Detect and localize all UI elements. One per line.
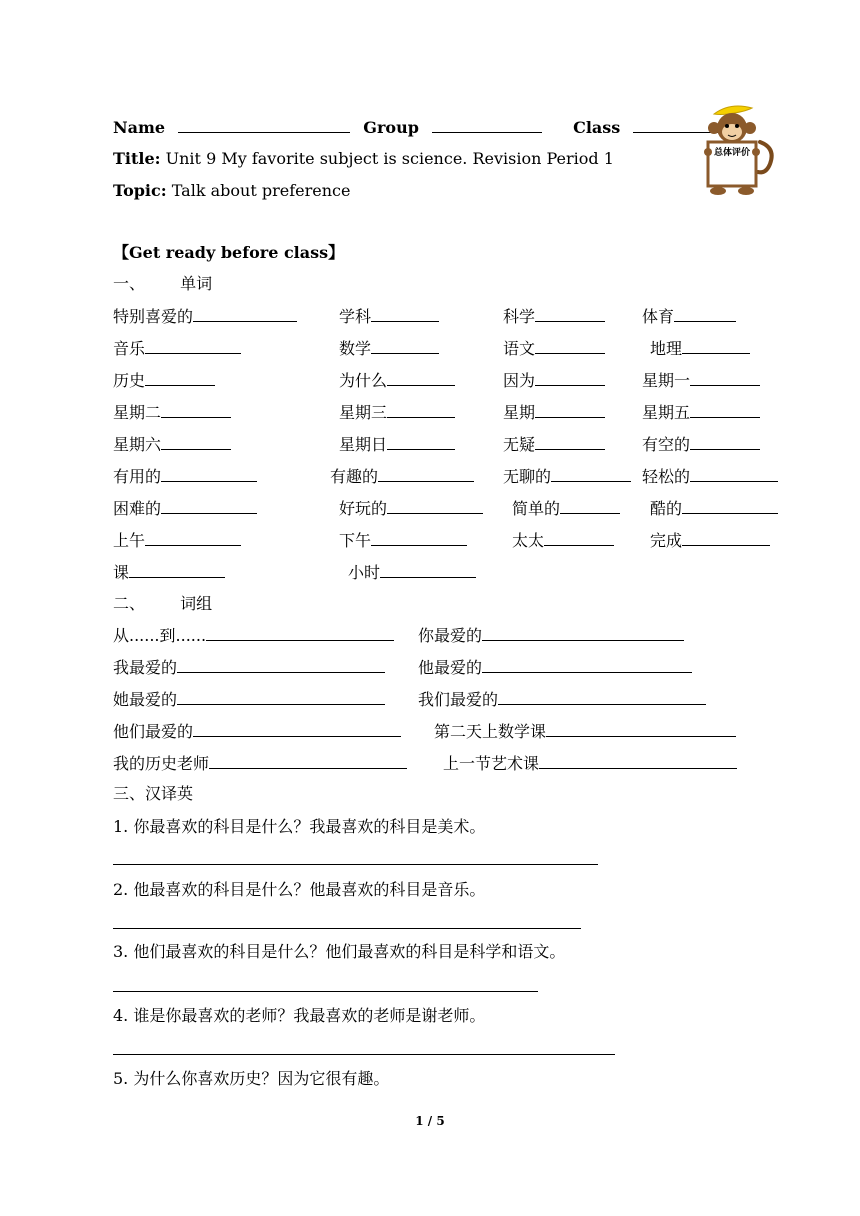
- translation-question: 4. 谁是你最喜欢的老师？我最喜欢的老师是谢老师。: [113, 1006, 486, 1025]
- vocab-blank[interactable]: [387, 497, 483, 514]
- vocab-blank[interactable]: [690, 401, 760, 418]
- vocab-blank[interactable]: [535, 401, 605, 418]
- vocab-item: 困难的: [113, 497, 257, 520]
- topic-label: Topic:: [113, 181, 167, 200]
- badge-text: 总体评价: [713, 148, 751, 158]
- phrase-blank[interactable]: [177, 688, 385, 705]
- vocab-blank[interactable]: [371, 529, 467, 546]
- vocab-blank[interactable]: [161, 433, 231, 450]
- vocab-blank[interactable]: [535, 305, 605, 322]
- vocab-blank[interactable]: [387, 433, 455, 450]
- vocab-blank[interactable]: [551, 465, 631, 482]
- topic-row: [113, 180, 350, 202]
- vocab-item: 星期一: [642, 369, 760, 392]
- vocab-blank[interactable]: [380, 561, 476, 578]
- phrase-item: 他们最爱的: [113, 720, 401, 743]
- vocab-blank[interactable]: [387, 369, 455, 386]
- vocab-blank[interactable]: [690, 465, 778, 482]
- group-label: Group: [363, 118, 419, 137]
- part1-heading: [113, 273, 212, 295]
- vocab-blank[interactable]: [560, 497, 620, 514]
- vocab-blank[interactable]: [193, 305, 297, 322]
- vocab-blank[interactable]: [387, 401, 455, 418]
- phrase-blank[interactable]: [177, 656, 385, 673]
- vocab-blank[interactable]: [161, 465, 257, 482]
- vocab-blank[interactable]: [145, 529, 241, 546]
- monkey-evaluation-icon: [700, 102, 776, 198]
- vocab-item: 无聊的: [503, 465, 631, 488]
- vocab-blank[interactable]: [682, 497, 778, 514]
- phrase-blank[interactable]: [206, 624, 394, 641]
- vocab-item: 星期五: [642, 401, 760, 424]
- part1-heading-num: 一、: [113, 274, 146, 293]
- vocab-blank[interactable]: [371, 337, 439, 354]
- vocab-blank[interactable]: [690, 433, 760, 450]
- name-field[interactable]: [178, 116, 350, 133]
- phrase-blank[interactable]: [498, 688, 706, 705]
- vocab-item: 无疑: [503, 433, 605, 456]
- vocab-blank[interactable]: [535, 433, 605, 450]
- phrase-item: 上一节艺术课: [443, 752, 737, 775]
- vocab-item: 星期二: [113, 401, 231, 424]
- part2-heading: [113, 593, 212, 615]
- part2-heading-text: 词组: [180, 594, 213, 613]
- vocab-item: 简单的: [512, 497, 620, 520]
- vocab-blank[interactable]: [145, 337, 241, 354]
- vocab-blank[interactable]: [371, 305, 439, 322]
- vocab-blank[interactable]: [378, 465, 474, 482]
- vocab-item: 轻松的: [642, 465, 778, 488]
- answer-line[interactable]: [113, 928, 581, 929]
- vocab-item: 星期: [503, 401, 605, 424]
- vocab-item: 语文: [503, 337, 605, 360]
- vocab-item: 学科: [339, 305, 439, 328]
- title-label: Title:: [113, 149, 161, 168]
- vocab-item: 体育: [642, 305, 736, 328]
- vocab-item: 星期三: [339, 401, 455, 424]
- vocab-item: 好玩的: [339, 497, 483, 520]
- phrase-item: 我的历史老师: [113, 752, 407, 775]
- vocab-blank[interactable]: [145, 369, 215, 386]
- phrase-blank[interactable]: [539, 752, 737, 769]
- answer-line[interactable]: [113, 864, 598, 865]
- section-heading: 【Get ready before class】: [113, 243, 345, 262]
- phrase-item: 我最爱的: [113, 656, 385, 679]
- topic-text: Talk about preference: [171, 181, 351, 200]
- vocab-blank[interactable]: [544, 529, 614, 546]
- phrase-item: 我们最爱的: [418, 688, 706, 711]
- vocab-item: 上午: [113, 529, 241, 552]
- title-row: [113, 148, 614, 170]
- phrase-item: 第二天上数学课: [434, 720, 736, 743]
- vocab-blank[interactable]: [674, 305, 736, 322]
- group-field[interactable]: [432, 116, 542, 133]
- header-fields-row: [113, 116, 739, 139]
- translation-question: 2. 他最喜欢的科目是什么？他最喜欢的科目是音乐。: [113, 880, 486, 899]
- vocab-item: 特别喜爱的: [113, 305, 297, 328]
- part3-heading: 三、汉译英: [113, 784, 194, 803]
- vocab-item: 数学: [339, 337, 439, 360]
- phrase-item: 他最爱的: [418, 656, 692, 679]
- vocab-item: 完成: [650, 529, 770, 552]
- vocab-item: 太太: [512, 529, 614, 552]
- translation-question: 3. 他们最喜欢的科目是什么？他们最喜欢的科目是科学和语文。: [113, 942, 566, 961]
- page-number: 1 / 5: [415, 1114, 445, 1128]
- phrase-blank[interactable]: [482, 656, 692, 673]
- phrase-item: 她最爱的: [113, 688, 385, 711]
- translation-question: 5. 为什么你喜欢历史？因为它很有趣。: [113, 1069, 390, 1088]
- vocab-item: 音乐: [113, 337, 241, 360]
- vocab-item: 有趣的: [330, 465, 474, 488]
- vocab-blank[interactable]: [161, 497, 257, 514]
- phrase-blank[interactable]: [546, 720, 736, 737]
- part2-heading-num: 二、: [113, 594, 146, 613]
- vocab-item: 因为: [503, 369, 605, 392]
- vocab-blank[interactable]: [535, 337, 605, 354]
- vocab-item: 星期六: [113, 433, 231, 456]
- phrase-blank[interactable]: [209, 752, 407, 769]
- translation-question: 1. 你最喜欢的科目是什么？我最喜欢的科目是美术。: [113, 817, 486, 836]
- answer-line[interactable]: [113, 991, 538, 992]
- vocab-blank[interactable]: [682, 337, 750, 354]
- vocab-item: 有用的: [113, 465, 257, 488]
- vocab-item: 下午: [339, 529, 467, 552]
- phrase-blank[interactable]: [193, 720, 401, 737]
- class-label: Class: [573, 118, 621, 137]
- vocab-item: 有空的: [642, 433, 760, 456]
- vocab-blank[interactable]: [535, 369, 605, 386]
- phrase-item: 从......到......: [113, 624, 394, 647]
- phrase-blank[interactable]: [482, 624, 684, 641]
- vocab-blank[interactable]: [682, 529, 770, 546]
- part1-heading-text: 单词: [180, 274, 213, 293]
- vocab-item: 课: [113, 561, 225, 584]
- vocab-blank[interactable]: [161, 401, 231, 418]
- vocab-item: 小时: [348, 561, 476, 584]
- name-label: Name: [113, 118, 166, 137]
- vocab-item: 历史: [113, 369, 215, 392]
- vocab-item: 酷的: [650, 497, 778, 520]
- vocab-blank[interactable]: [129, 561, 225, 578]
- vocab-item: 为什么: [339, 369, 455, 392]
- vocab-item: 地理: [650, 337, 750, 360]
- answer-line[interactable]: [113, 1054, 615, 1055]
- vocab-item: 科学: [503, 305, 605, 328]
- title-text: Unit 9 My favorite subject is science. Revision Period 1: [165, 149, 614, 168]
- phrase-item: 你最爱的: [418, 624, 684, 647]
- vocab-blank[interactable]: [690, 369, 760, 386]
- vocab-item: 星期日: [339, 433, 455, 456]
